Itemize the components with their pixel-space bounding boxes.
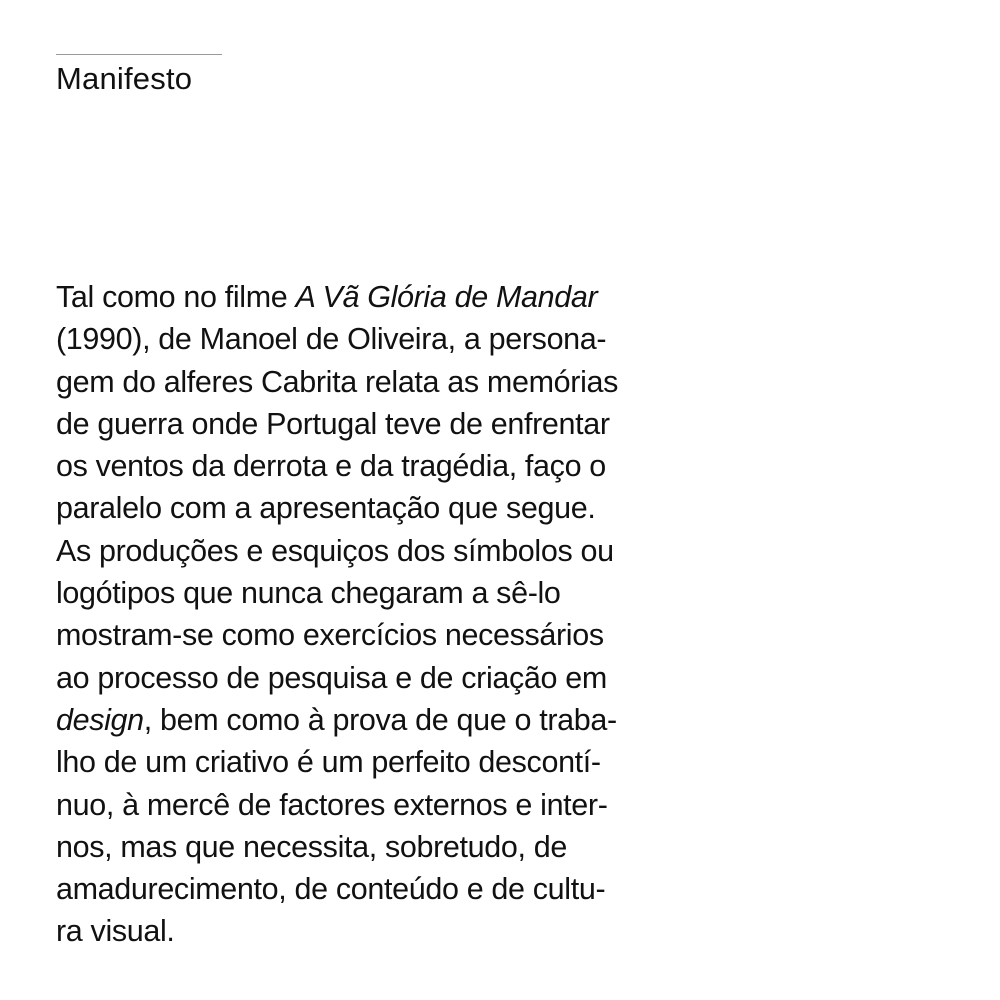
paragraph-line: ao processo de pesquisa e de criação em [56,660,607,695]
paragraph-line [56,699,756,741]
paragraph-line: mostram-se como exercícios necessários [56,618,604,653]
paragraph-line: ra visual. [56,914,175,949]
paragraph-line: gem do alferes Cabrita relata as memórias [56,364,619,399]
paragraph-line: nos, mas que necessita, sobretudo, de [56,829,567,864]
paragraph-line: nuo, à mercê de factores externos e inter- [56,787,608,822]
section-title: Manifesto [56,61,193,96]
paragraph-line: amadurecimento, de conteúdo e de cultu- [56,872,606,907]
paragraph-line [56,276,756,318]
design-word: design [56,702,144,737]
title-rule [56,54,222,55]
paragraph-line: (1990), de Manoel de Oliveira, a persona- [56,322,607,357]
paragraph-text: , bem como à prova de que o traba- [143,702,617,737]
paragraph-line: lho de um criativo é um perfeito descontí- [56,745,601,780]
paragraph-text: Tal como no filme [56,280,296,314]
paragraph-line: os ventos da derrota e da tragédia, faço o [56,449,606,484]
paragraph-line: paralelo com a apresentação que segue. [56,491,596,526]
paragraph-line: logótipos que nunca chegaram a sê-lo [56,576,561,611]
paragraph-line: de guerra onde Portugal teve de enfrentar [56,406,610,441]
paragraph-line: As produções e esquiços dos símbolos ou [56,533,614,568]
film-title: A Vã Glória de Mandar [295,280,598,314]
manifesto-paragraph [56,276,756,953]
